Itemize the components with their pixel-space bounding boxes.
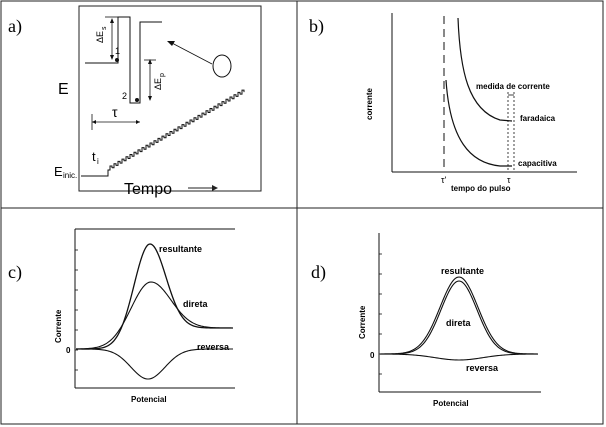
panel-c bbox=[8, 229, 235, 404]
panel-a-letter: a) bbox=[8, 16, 22, 36]
panel-grid bbox=[1, 1, 603, 424]
label-direct-c: direta bbox=[183, 299, 208, 309]
svg-text:p: p bbox=[159, 73, 166, 77]
tick-tau: τ bbox=[507, 175, 511, 185]
svg-text:s: s bbox=[101, 26, 108, 30]
label-faradaic: faradaica bbox=[520, 114, 556, 123]
svg-text:E: E bbox=[54, 164, 63, 179]
panel-b bbox=[309, 13, 577, 193]
panel-c-zero: 0 bbox=[66, 346, 71, 355]
panel-d-axes bbox=[379, 233, 541, 392]
panel-b-xlabel: tempo do pulso bbox=[451, 184, 511, 193]
svg-text:inic.: inic. bbox=[63, 171, 78, 180]
curve-resultant-d bbox=[380, 277, 538, 354]
zoom-pointer bbox=[170, 42, 212, 64]
capacitive-curve bbox=[446, 80, 512, 166]
faradaic-curve bbox=[458, 18, 512, 121]
sample-point-1 bbox=[115, 58, 119, 62]
panel-d-letter: d) bbox=[311, 262, 326, 282]
sample-point-2 bbox=[135, 98, 139, 102]
panel-b-letter: b) bbox=[309, 16, 324, 36]
svg-text:i: i bbox=[97, 157, 99, 166]
delta-ep-label bbox=[153, 73, 166, 90]
panel-a-x-label: Tempo bbox=[124, 181, 173, 198]
panel-a-time-arrow-head bbox=[212, 185, 218, 191]
panel-a-y-symbol: E bbox=[58, 81, 69, 98]
label-direct-d: direta bbox=[446, 318, 471, 328]
panel-b-ylabel: corrente bbox=[365, 87, 374, 120]
curve-reverse-c bbox=[76, 349, 233, 379]
tau-label: τ bbox=[112, 104, 118, 120]
label-resultant-c: resultante bbox=[159, 244, 203, 254]
panel-a bbox=[8, 6, 261, 198]
panel-d-xlabel: Potencial bbox=[433, 399, 469, 408]
label-reverse-c: reversa bbox=[197, 342, 230, 352]
panel-c-xlabel: Potencial bbox=[131, 395, 167, 404]
label-capacitive: capacitiva bbox=[518, 159, 557, 168]
point-1-label: 1 bbox=[115, 46, 121, 56]
e-inic-label bbox=[54, 164, 77, 180]
delta-es-label bbox=[95, 26, 108, 43]
curve-resultant-c bbox=[76, 244, 233, 349]
curve-reverse-d bbox=[380, 354, 538, 360]
label-reverse-d: reversa bbox=[466, 363, 499, 373]
t-i-label bbox=[92, 149, 99, 166]
panel-d-zero: 0 bbox=[370, 351, 375, 360]
label-resultant-d: resultante bbox=[441, 266, 485, 276]
panel-c-axes bbox=[75, 229, 235, 388]
curve-direct-c bbox=[76, 282, 233, 349]
panel-d bbox=[311, 233, 541, 408]
point-2-label: 2 bbox=[122, 91, 128, 101]
panel-c-ylabel: Corrente bbox=[54, 309, 63, 343]
staircase-waveform bbox=[81, 90, 244, 176]
svg-text:t: t bbox=[92, 149, 96, 164]
panel-c-letter: c) bbox=[8, 262, 22, 282]
svg-text:ΔE: ΔE bbox=[95, 30, 105, 43]
svg-text:ΔE: ΔE bbox=[153, 77, 163, 90]
panel-d-ylabel: Corrente bbox=[358, 305, 367, 339]
label-current-measure: medida de corrente bbox=[476, 82, 550, 91]
tick-tau-prime: τ' bbox=[441, 175, 447, 185]
zoom-ellipse bbox=[213, 55, 231, 77]
